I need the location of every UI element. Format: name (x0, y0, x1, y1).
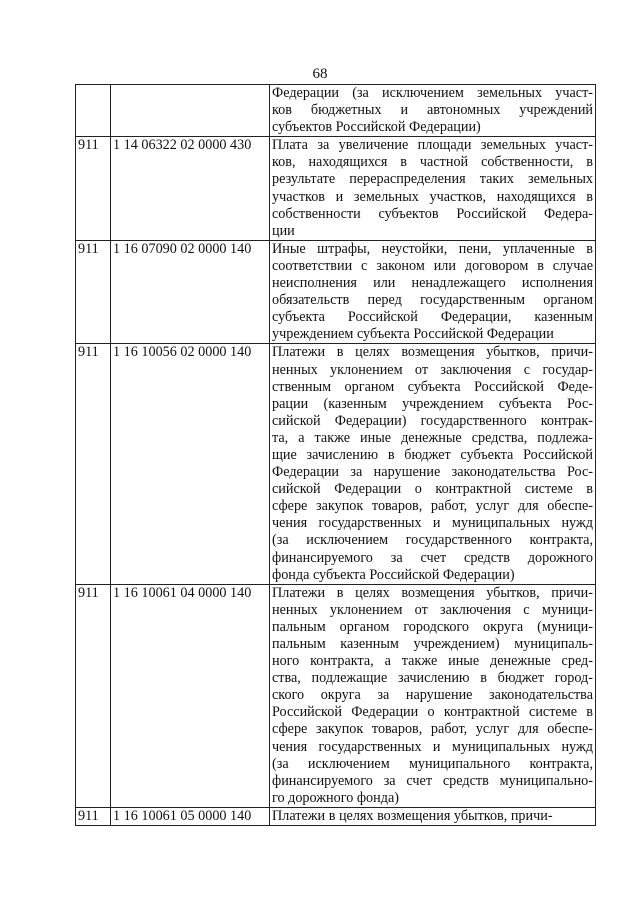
revenue-name-line: ков бюджетных и автономных учреждений (272, 102, 593, 119)
revenue-name-line: учреждением субъекта Российской Федерации (272, 326, 554, 343)
revenue-name-line: участков и земельных участков, находящихся в (272, 188, 593, 205)
revenue-name-cell (270, 584, 596, 807)
revenue-name-line: (за исключением муниципального контракта, (272, 755, 593, 772)
revenue-name-line: соответствии с законом или договором в случае (272, 257, 593, 274)
revenue-name-line: Платежи в целях возмещения убытков, причи- (272, 807, 553, 824)
revenue-name-line: сийской Федерации о контрактной системе в (272, 481, 593, 498)
revenue-name-line: сфере закупок товаров, работ, услуг для обеспе- (272, 721, 593, 738)
revenue-name-cell (270, 344, 596, 584)
revenue-name-line: Федерации за нарушение законодательства Рос- (272, 464, 593, 481)
revenue-name-line: фонда субъекта Российской Федерации) (272, 566, 515, 583)
revenue-name-line: ков, находящихся в частной собственности, в (272, 154, 593, 171)
revenue-name-line: (за исключением государственного контракта, (272, 532, 593, 549)
revenue-name-line: финансируемого за счет средств муниципально- (272, 772, 593, 789)
revenue-name-cell (270, 85, 596, 137)
budget-classification-code-cell: 1 14 06322 02 0000 430 (111, 137, 270, 241)
revenue-name-line: сфере закупок товаров, работ, услуг для обеспе- (272, 498, 593, 515)
revenue-name-cell (270, 240, 596, 344)
revenue-name-line: неисполнения или ненадлежащего исполнения (272, 275, 593, 292)
admin-code-cell (76, 85, 111, 137)
table-row (76, 584, 596, 807)
budget-classification-code-cell: 1 16 07090 02 0000 140 (111, 240, 270, 344)
revenue-name-line: собственности субъектов Российской Федера- (272, 205, 593, 222)
admin-code-cell: 911 (76, 344, 111, 584)
revenue-name-cell (270, 137, 596, 241)
revenue-name-line: ции (272, 222, 295, 239)
revenue-name-line: сийской Федерации) государственного контрак- (272, 412, 593, 429)
revenue-name-line: чения государственных и муниципальных нужд (272, 738, 593, 755)
revenue-name-line: го дорожного фонда) (272, 789, 399, 806)
budget-classification-code-cell: 1 16 10061 04 0000 140 (111, 584, 270, 807)
budget-classification-code-cell (111, 85, 270, 137)
table-row (76, 344, 596, 584)
table-row (76, 85, 596, 137)
admin-code-cell: 911 (76, 584, 111, 807)
page-number: 68 (312, 66, 328, 82)
table-row (76, 137, 596, 241)
revenue-name-line: щие зачислению в бюджет субъекта Российской (272, 446, 593, 463)
revenue-name-line: чения государственных и муниципальных нужд (272, 515, 593, 532)
revenue-name-line: субъектов Российской Федерации) (272, 119, 481, 136)
revenue-name-line: субъекта Российской Федерации, казенным (272, 309, 593, 326)
table-row (76, 807, 596, 825)
revenue-name-line: ненных уклонением от заключения с государ- (272, 361, 593, 378)
revenue-name-line: Платежи в целях возмещения убытков, причи- (272, 584, 593, 601)
revenue-name-line: Федерации (за исключением земельных участ- (272, 85, 593, 101)
admin-code-cell: 911 (76, 807, 111, 825)
revenue-name-line: результате перераспределения таких земельных (272, 171, 593, 188)
admin-code-cell: 911 (76, 240, 111, 344)
budget-revenue-table (75, 84, 596, 826)
revenue-name-cell (270, 807, 596, 825)
revenue-name-line: пальным органом городского округа (муници- (272, 618, 593, 635)
revenue-name-line: ского округа за нарушение законодательства (272, 687, 593, 704)
revenue-name-line: финансируемого за счет средств дорожного (272, 549, 593, 566)
revenue-name-line: рации (казенным учреждением субъекта Рос- (272, 395, 593, 412)
revenue-name-line: пальным казенным учреждением) муниципаль- (272, 636, 593, 652)
admin-code-cell: 911 (76, 137, 111, 241)
table-body (76, 85, 596, 826)
revenue-name-line: ственным органом субъекта Российской Феде- (272, 378, 593, 395)
table-row (76, 240, 596, 344)
revenue-name-line: Платежи в целях возмещения убытков, причи- (272, 344, 593, 361)
budget-classification-code-cell: 1 16 10056 02 0000 140 (111, 344, 270, 584)
revenue-name-line: та, а также иные денежные средства, подлежа- (272, 429, 593, 446)
revenue-name-line: ного контракта, а также иные денежные сред- (272, 653, 593, 670)
revenue-name-line: Иные штрафы, неустойки, пени, уплаченные в (272, 240, 593, 257)
revenue-name-line: ненных уклонением от заключения с муници- (272, 601, 593, 618)
revenue-name-line: обязательств перед государственным органом (272, 292, 593, 309)
revenue-name-line: ства, подлежащие зачислению в бюджет город- (272, 670, 593, 687)
revenue-name-line: Плата за увеличение площади земельных участ- (272, 137, 593, 154)
budget-classification-code-cell: 1 16 10061 05 0000 140 (111, 807, 270, 825)
revenue-name-line: Российской Федерации о контрактной системе в (272, 704, 593, 721)
